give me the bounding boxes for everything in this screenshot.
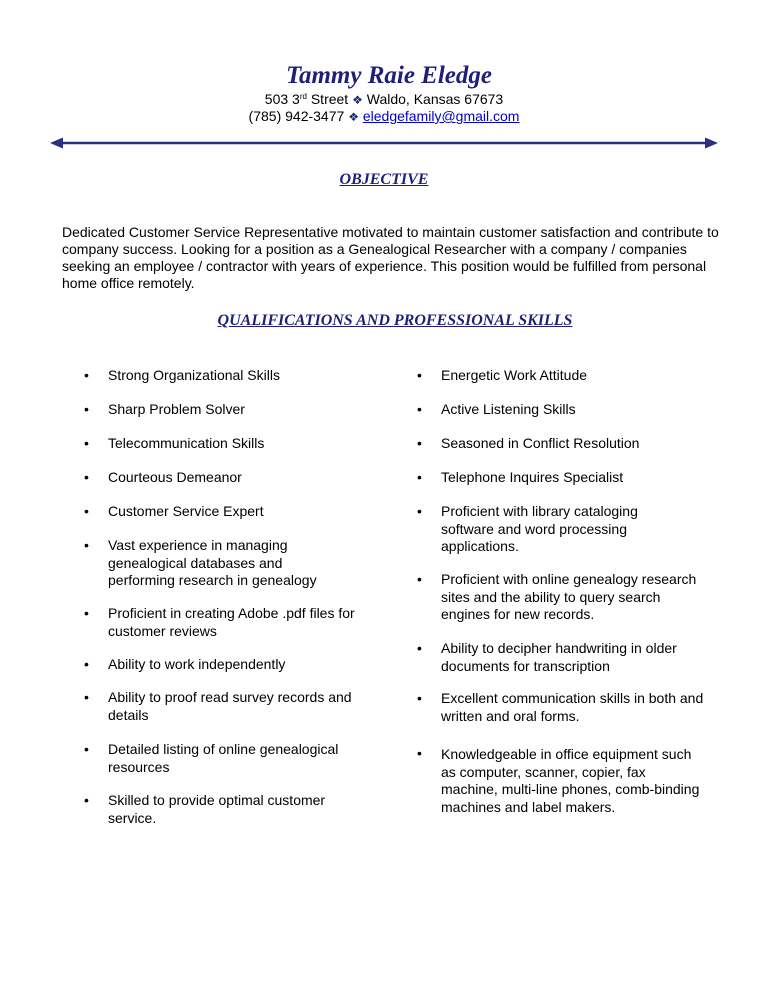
skill-text: Proficient with online genealogy research sites and the ability to query search engines for new records. bbox=[441, 571, 697, 622]
skill-text: Proficient in creating Adobe .pdf files for customer reviews bbox=[108, 605, 355, 639]
email-link[interactable]: eledgefamily@gmail.com bbox=[362, 108, 520, 124]
bullet-icon: • bbox=[84, 401, 89, 417]
skill-text: Seasoned in Conflict Resolution bbox=[441, 435, 640, 451]
objective-text: Dedicated Customer Service Representative motivated to maintain customer satisfaction and contribute to company success. Looking for a position as a Genealogical Researcher with a company / companies seeking an employee / contractor with years of experience. This position would be fulfilled from personal home office remotely. bbox=[62, 224, 719, 291]
bullet-icon: • bbox=[417, 690, 422, 706]
contact-line bbox=[0, 107, 768, 126]
qualifications-heading: QUALIFICATIONS AND PROFESSIONAL SKILLS bbox=[217, 312, 573, 329]
skill-text: Energetic Work Attitude bbox=[441, 367, 588, 383]
skill-text: Sharp Problem Solver bbox=[108, 401, 245, 417]
skill-text: Vast experience in managing genealogical databases and performing research in genealogy bbox=[108, 537, 317, 588]
skill-text: Customer Service Expert bbox=[108, 503, 264, 519]
skill-text: Detailed listing of online genealogical resources bbox=[108, 741, 339, 775]
bullet-icon: • bbox=[84, 792, 89, 808]
bullet-icon: • bbox=[417, 401, 422, 417]
bullet-icon: • bbox=[84, 503, 89, 519]
bullet-icon: • bbox=[417, 435, 422, 451]
bullet-icon: • bbox=[417, 745, 422, 761]
skill-text: Ability to proof read survey records and details bbox=[108, 689, 352, 723]
header-divider bbox=[50, 136, 718, 150]
bullet-icon: • bbox=[84, 656, 89, 672]
skill-text: Active Listening Skills bbox=[441, 401, 576, 417]
skill-text: Strong Organizational Skills bbox=[108, 367, 280, 383]
skill-text: Ability to work independently bbox=[108, 656, 286, 672]
skill-text: Proficient with library cataloging software and word processing applications. bbox=[441, 503, 638, 554]
divider-right-arrow bbox=[705, 138, 718, 149]
street-ordinal: rd bbox=[299, 92, 307, 101]
phone-number: (785) 942-3477 bbox=[248, 108, 345, 124]
skill-text: Knowledgeable in office equipment such as computer, scanner, copier, fax machine, multi-line phones, comb-binding machines and label makers. bbox=[441, 746, 700, 815]
bullet-icon: • bbox=[417, 367, 422, 383]
skill-text: Excellent communication skills in both and written and oral forms. bbox=[441, 690, 704, 724]
city-state-zip: Waldo, Kansas 67673 bbox=[366, 91, 504, 107]
street-number: 503 3 bbox=[264, 91, 300, 107]
street-name: Street bbox=[306, 91, 349, 107]
bullet-icon: • bbox=[84, 689, 89, 705]
skill-text: Ability to decipher handwriting in older documents for transcription bbox=[441, 640, 677, 674]
diamond-icon: ❖ bbox=[348, 110, 359, 124]
divider-left-arrow bbox=[50, 138, 63, 149]
bullet-icon: • bbox=[84, 435, 89, 451]
diamond-icon: ❖ bbox=[352, 93, 363, 107]
resume-name: Tammy Raie Eledge bbox=[286, 62, 492, 89]
skill-text: Telephone Inquires Specialist bbox=[441, 469, 624, 485]
bullet-icon: • bbox=[417, 503, 422, 519]
objective-heading: OBJECTIVE bbox=[339, 171, 429, 188]
bullet-icon: • bbox=[417, 571, 422, 587]
skill-text: Telecommunication Skills bbox=[108, 435, 265, 451]
skill-text: Courteous Demeanor bbox=[108, 469, 242, 485]
skill-text: Skilled to provide optimal customer service. bbox=[108, 792, 326, 826]
bullet-icon: • bbox=[84, 605, 89, 621]
bullet-icon: • bbox=[417, 469, 422, 485]
bullet-icon: • bbox=[84, 741, 89, 757]
bullet-icon: • bbox=[84, 537, 89, 553]
bullet-icon: • bbox=[417, 640, 422, 656]
bullet-icon: • bbox=[84, 469, 89, 485]
bullet-icon: • bbox=[84, 367, 89, 383]
